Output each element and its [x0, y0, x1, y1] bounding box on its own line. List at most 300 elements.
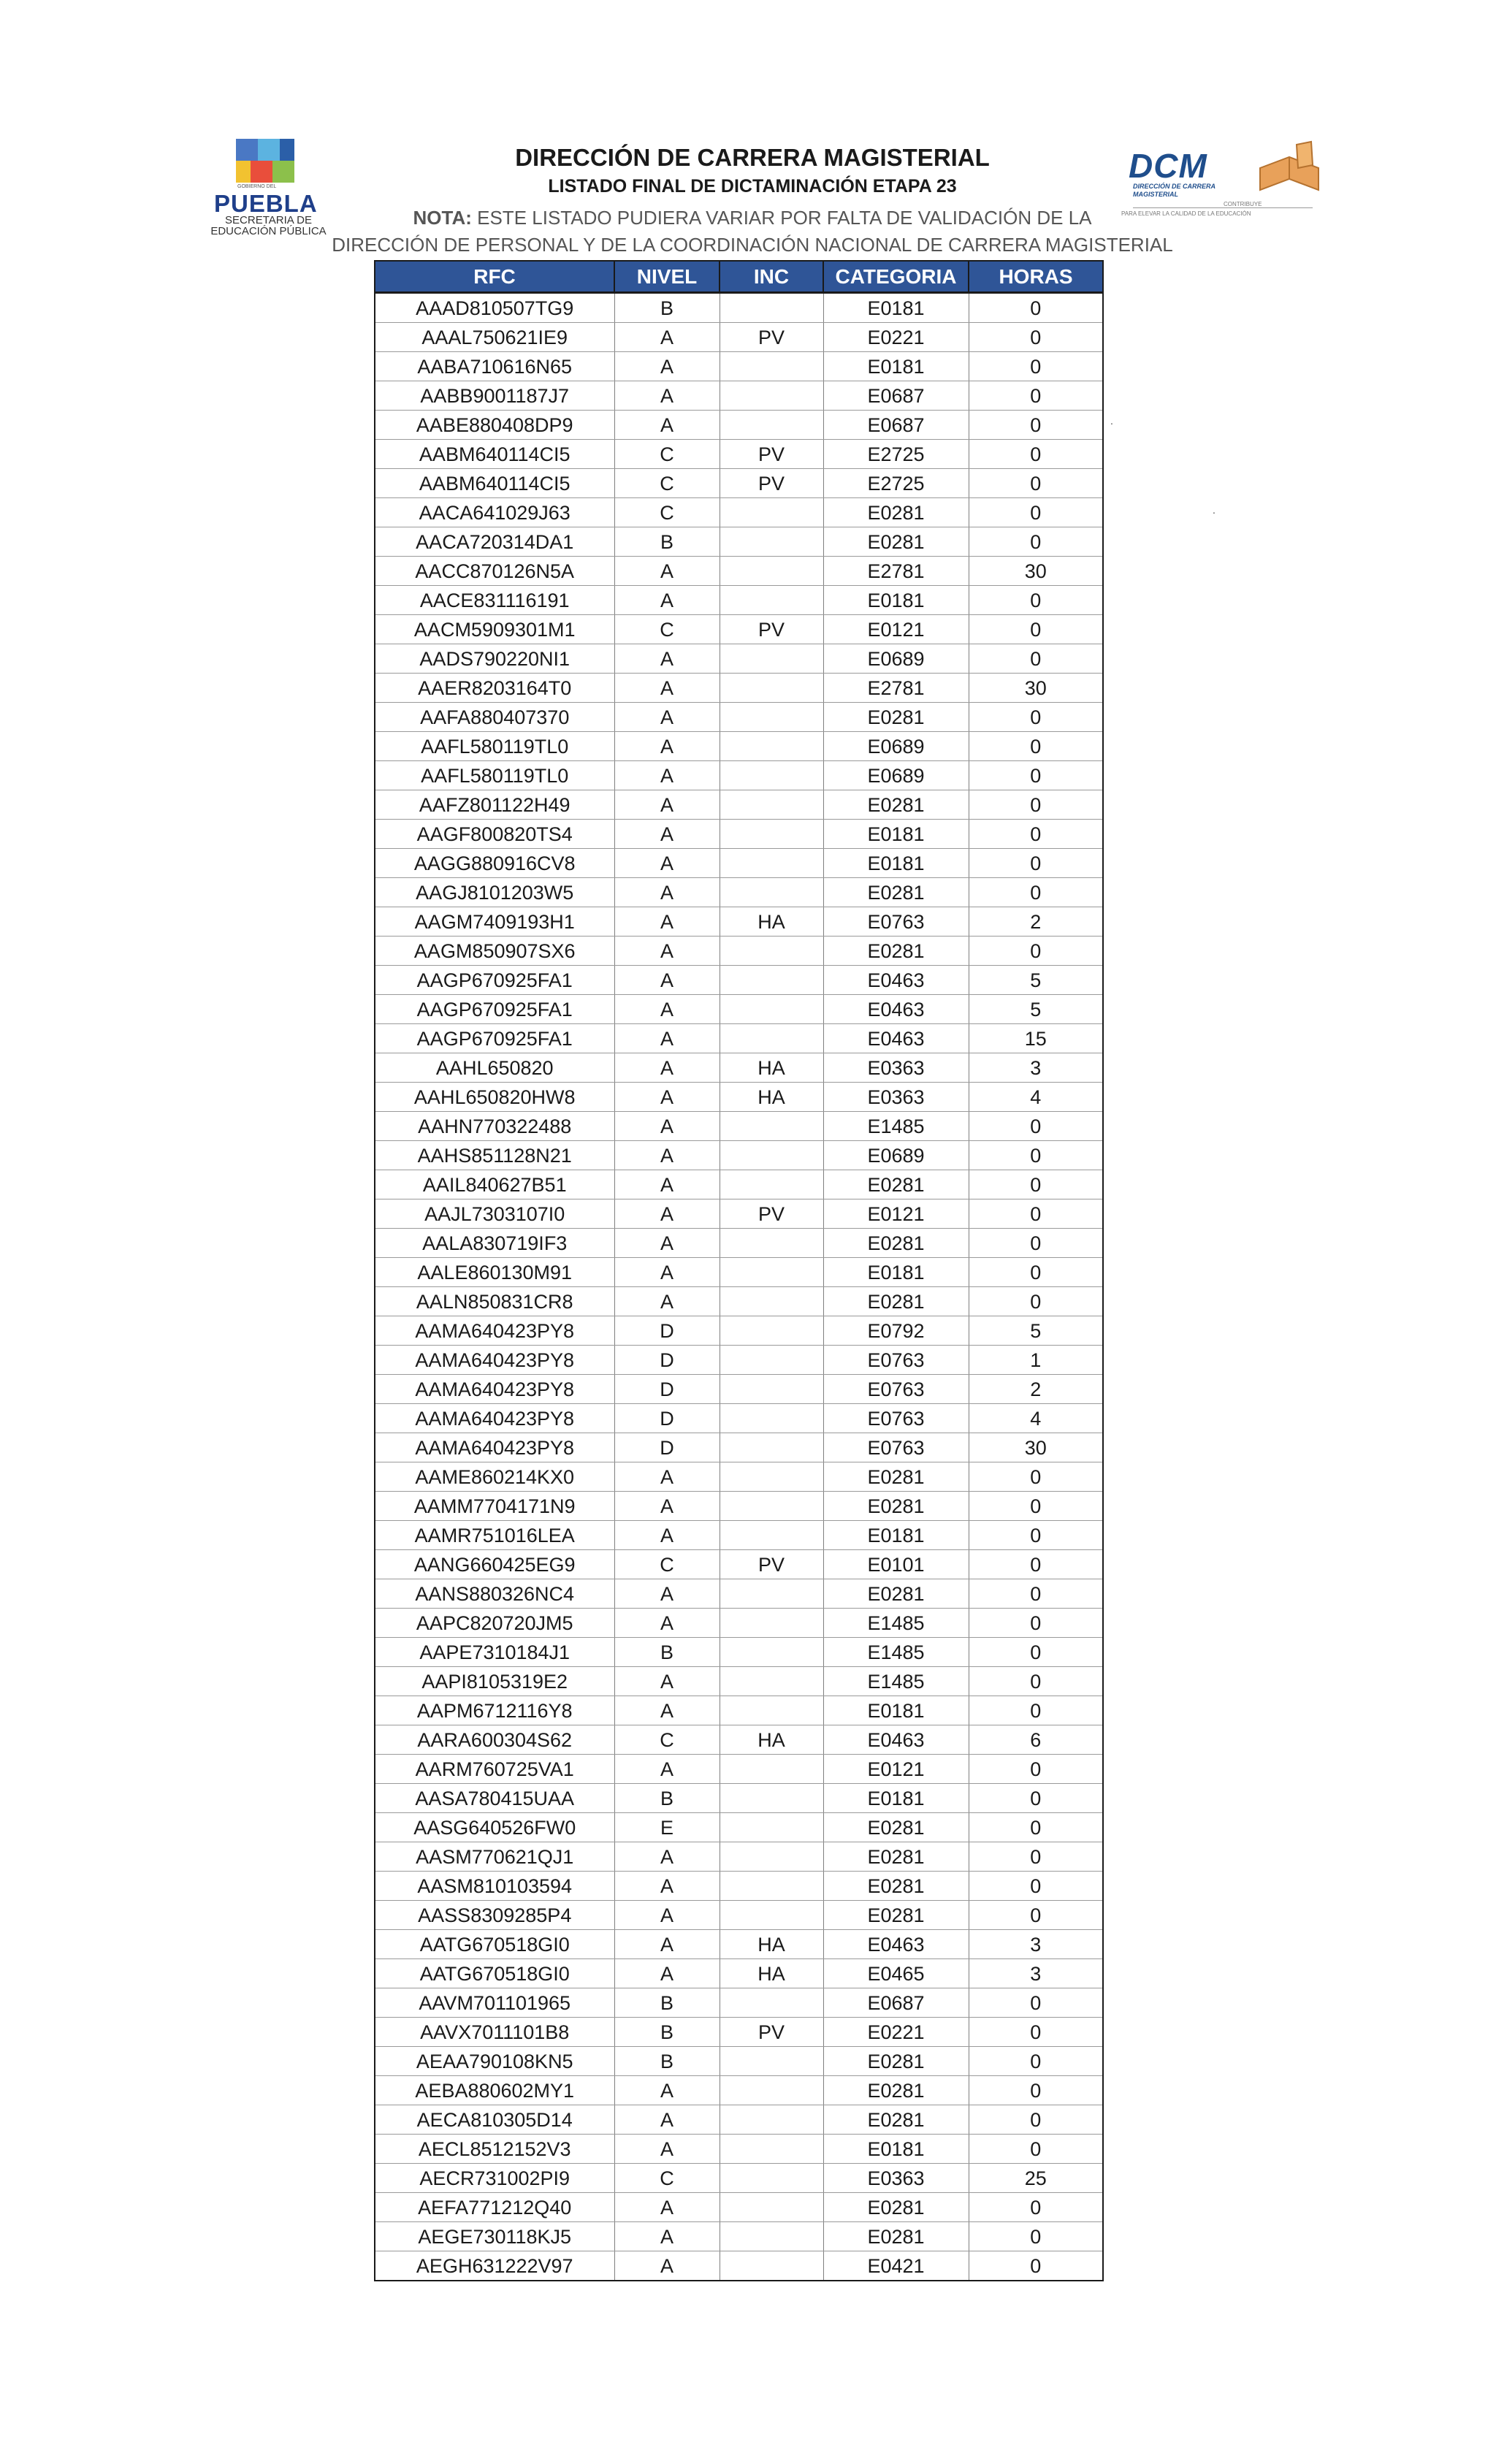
cell-inc: [720, 1813, 823, 1842]
cell-rfc: AACC870126N5A: [375, 557, 614, 586]
cell-rfc: AASM810103594: [375, 1872, 614, 1901]
logo-square-icon: [272, 161, 294, 183]
cell-inc: [720, 703, 823, 732]
cell-horas: 0: [969, 440, 1103, 469]
cell-rfc: AANG660425EG9: [375, 1550, 614, 1579]
cell-categoria: E0181: [823, 849, 969, 878]
table-row: [375, 2222, 1103, 2251]
cell-horas: 0: [969, 586, 1103, 615]
table-row: [375, 1784, 1103, 1813]
cell-horas: 0: [969, 1229, 1103, 1258]
puebla-sep-logo: [194, 139, 343, 245]
cell-categoria: E0363: [823, 1083, 969, 1112]
cell-nivel: B: [614, 1638, 720, 1667]
table-row: [375, 1725, 1103, 1755]
cell-rfc: AAMA640423PY8: [375, 1316, 614, 1346]
cell-rfc: AAGJ8101203W5: [375, 878, 614, 907]
cell-nivel: C: [614, 2164, 720, 2193]
cell-inc: [720, 2135, 823, 2164]
column-header-inc: INC: [720, 261, 823, 293]
cell-horas: 0: [969, 2135, 1103, 2164]
cell-rfc: AEAA790108KN5: [375, 2047, 614, 2076]
cell-inc: [720, 790, 823, 820]
cell-rfc: AATG670518GI0: [375, 1930, 614, 1959]
cell-categoria: E0281: [823, 1462, 969, 1492]
table-row: [375, 1112, 1103, 1141]
dcm-brand-text: DCM: [1129, 147, 1207, 185]
cell-inc: [720, 527, 823, 557]
cell-inc: PV: [720, 2018, 823, 2047]
cell-horas: 5: [969, 1316, 1103, 1346]
cell-nivel: A: [614, 1930, 720, 1959]
cell-nivel: A: [614, 1872, 720, 1901]
logo-square-icon: [280, 139, 294, 161]
table-row: [375, 2076, 1103, 2105]
cell-inc: HA: [720, 1930, 823, 1959]
cell-nivel: A: [614, 966, 720, 995]
cell-rfc: AECR731002PI9: [375, 2164, 614, 2193]
cell-nivel: E: [614, 1813, 720, 1842]
cell-horas: 0: [969, 761, 1103, 790]
cell-categoria: E0281: [823, 2105, 969, 2135]
cell-rfc: AALE860130M91: [375, 1258, 614, 1287]
cell-horas: 0: [969, 2251, 1103, 2281]
cell-rfc: AAGG880916CV8: [375, 849, 614, 878]
cell-rfc: AAGF800820TS4: [375, 820, 614, 849]
cell-inc: [720, 1141, 823, 1170]
cell-nivel: A: [614, 2076, 720, 2105]
cell-inc: [720, 381, 823, 411]
cell-rfc: AAMA640423PY8: [375, 1404, 614, 1433]
cell-nivel: A: [614, 1053, 720, 1083]
cell-inc: [720, 2076, 823, 2105]
cell-nivel: C: [614, 1550, 720, 1579]
cell-nivel: A: [614, 1141, 720, 1170]
cell-horas: 0: [969, 2018, 1103, 2047]
cell-nivel: A: [614, 761, 720, 790]
cell-rfc: AASG640526FW0: [375, 1813, 614, 1842]
cell-categoria: E0181: [823, 1258, 969, 1287]
cell-categoria: E0281: [823, 703, 969, 732]
cell-nivel: D: [614, 1404, 720, 1433]
cell-rfc: AACA641029J63: [375, 498, 614, 527]
table-row: [375, 615, 1103, 644]
cell-inc: [720, 1404, 823, 1433]
cell-categoria: E0463: [823, 966, 969, 995]
table-row: [375, 732, 1103, 761]
cell-horas: 0: [969, 878, 1103, 907]
column-header-nivel: NIVEL: [614, 261, 720, 293]
cell-categoria: E0363: [823, 1053, 969, 1083]
cell-nivel: A: [614, 849, 720, 878]
cell-nivel: A: [614, 703, 720, 732]
cell-categoria: E0181: [823, 1784, 969, 1813]
cell-nivel: A: [614, 1229, 720, 1258]
cell-rfc: AAIL840627B51: [375, 1170, 614, 1199]
cell-categoria: E0689: [823, 1141, 969, 1170]
cell-horas: 0: [969, 1901, 1103, 1930]
cell-inc: PV: [720, 469, 823, 498]
cell-inc: [720, 2047, 823, 2076]
table-row: [375, 2193, 1103, 2222]
cell-horas: 1: [969, 1346, 1103, 1375]
cell-rfc: AAJL7303107I0: [375, 1199, 614, 1229]
cell-horas: 0: [969, 498, 1103, 527]
cell-rfc: AAFL580119TL0: [375, 732, 614, 761]
table-row: [375, 937, 1103, 966]
cell-nivel: A: [614, 878, 720, 907]
cell-rfc: AABE880408DP9: [375, 411, 614, 440]
cell-nivel: A: [614, 352, 720, 381]
table-row: [375, 761, 1103, 790]
cell-nivel: A: [614, 907, 720, 937]
cell-categoria: E0792: [823, 1316, 969, 1346]
table-header-row: [375, 261, 1103, 293]
cell-nivel: A: [614, 1024, 720, 1053]
cell-inc: HA: [720, 1083, 823, 1112]
table-row: [375, 1316, 1103, 1346]
cell-nivel: A: [614, 1696, 720, 1725]
cell-nivel: A: [614, 1492, 720, 1521]
cell-inc: [720, 2164, 823, 2193]
logo-square-icon: [236, 161, 251, 183]
table-row: [375, 1988, 1103, 2018]
cell-horas: 0: [969, 644, 1103, 674]
cell-categoria: E0281: [823, 878, 969, 907]
cell-nivel: B: [614, 2018, 720, 2047]
table-row: [375, 1287, 1103, 1316]
cell-nivel: A: [614, 1170, 720, 1199]
cell-rfc: AAPI8105319E2: [375, 1667, 614, 1696]
cell-categoria: E0687: [823, 411, 969, 440]
cell-rfc: AECA810305D14: [375, 2105, 614, 2135]
cell-rfc: AAGM7409193H1: [375, 907, 614, 937]
cell-categoria: E0689: [823, 732, 969, 761]
cell-nivel: A: [614, 790, 720, 820]
cell-rfc: AABM640114CI5: [375, 440, 614, 469]
cell-rfc: AABB9001187J7: [375, 381, 614, 411]
cell-categoria: E0463: [823, 1725, 969, 1755]
cell-nivel: A: [614, 2222, 720, 2251]
cell-horas: 0: [969, 2105, 1103, 2135]
cell-nivel: B: [614, 1784, 720, 1813]
cell-categoria: E2781: [823, 674, 969, 703]
cell-horas: 30: [969, 557, 1103, 586]
cell-rfc: AAMA640423PY8: [375, 1375, 614, 1404]
table-row: [375, 1901, 1103, 1930]
cell-nivel: A: [614, 1755, 720, 1784]
cell-nivel: A: [614, 644, 720, 674]
cell-nivel: A: [614, 557, 720, 586]
cell-horas: 0: [969, 1988, 1103, 2018]
dcm-line-4: PARA ELEVAR LA CALIDAD DE LA EDUCACIÓN: [1121, 210, 1251, 217]
cell-categoria: E0121: [823, 1755, 969, 1784]
table-body: [375, 293, 1103, 2281]
table-row: [375, 586, 1103, 615]
cell-rfc: AAGP670925FA1: [375, 966, 614, 995]
cell-horas: 0: [969, 381, 1103, 411]
table-row: [375, 878, 1103, 907]
cell-horas: 0: [969, 2193, 1103, 2222]
cell-categoria: E0463: [823, 1024, 969, 1053]
cell-inc: [720, 2105, 823, 2135]
cell-categoria: E0281: [823, 1492, 969, 1521]
cell-horas: 0: [969, 703, 1103, 732]
cell-horas: 0: [969, 1696, 1103, 1725]
cell-horas: 3: [969, 1930, 1103, 1959]
cell-inc: [720, 1024, 823, 1053]
cell-rfc: AAFZ801122H49: [375, 790, 614, 820]
cell-nivel: A: [614, 674, 720, 703]
cell-horas: 0: [969, 1287, 1103, 1316]
table-row: [375, 1492, 1103, 1521]
cell-inc: [720, 1492, 823, 1521]
cell-horas: 0: [969, 937, 1103, 966]
cell-nivel: B: [614, 2047, 720, 2076]
cell-horas: 4: [969, 1083, 1103, 1112]
cell-horas: 0: [969, 1199, 1103, 1229]
table-row: [375, 995, 1103, 1024]
cell-horas: 0: [969, 323, 1103, 352]
cell-inc: [720, 1170, 823, 1199]
cell-categoria: E0181: [823, 2135, 969, 2164]
cell-horas: 0: [969, 527, 1103, 557]
cell-categoria: E1485: [823, 1667, 969, 1696]
cell-horas: 0: [969, 1609, 1103, 1638]
cell-categoria: E0763: [823, 1433, 969, 1462]
cell-nivel: A: [614, 937, 720, 966]
cell-categoria: E0181: [823, 586, 969, 615]
cell-inc: [720, 1579, 823, 1609]
cell-inc: [720, 1842, 823, 1872]
cell-inc: PV: [720, 440, 823, 469]
cell-inc: [720, 820, 823, 849]
cell-rfc: AEBA880602MY1: [375, 2076, 614, 2105]
logo-square-icon: [258, 139, 280, 161]
column-header-categoria: CATEGORIA: [823, 261, 969, 293]
cell-inc: HA: [720, 1959, 823, 1988]
cell-categoria: E1485: [823, 1609, 969, 1638]
cell-nivel: A: [614, 1609, 720, 1638]
cell-horas: 25: [969, 2164, 1103, 2193]
cell-nivel: A: [614, 411, 720, 440]
table-row: [375, 1521, 1103, 1550]
cell-rfc: AAME860214KX0: [375, 1462, 614, 1492]
table-row: [375, 1170, 1103, 1199]
cell-nivel: A: [614, 2105, 720, 2135]
logo-line-2: EDUCACIÓN PÚBLICA: [210, 225, 327, 237]
table-row: [375, 1550, 1103, 1579]
cell-rfc: AAPE7310184J1: [375, 1638, 614, 1667]
table-row: [375, 2164, 1103, 2193]
cell-categoria: E0281: [823, 937, 969, 966]
cell-rfc: AABM640114CI5: [375, 469, 614, 498]
cell-categoria: E0281: [823, 1287, 969, 1316]
table-row: [375, 381, 1103, 411]
cell-categoria: E0763: [823, 907, 969, 937]
table-row: [375, 2018, 1103, 2047]
table-row: [375, 1872, 1103, 1901]
table-row: [375, 1462, 1103, 1492]
cell-categoria: E0687: [823, 1988, 969, 2018]
cell-inc: HA: [720, 1725, 823, 1755]
cell-rfc: AAHL650820: [375, 1053, 614, 1083]
cell-rfc: AATG670518GI0: [375, 1959, 614, 1988]
table-row: [375, 527, 1103, 557]
table-row: [375, 1404, 1103, 1433]
cell-rfc: AAFA880407370: [375, 703, 614, 732]
cell-categoria: E0689: [823, 644, 969, 674]
table-row: [375, 644, 1103, 674]
cell-rfc: AEFA771212Q40: [375, 2193, 614, 2222]
dictamination-table: [374, 260, 1104, 2281]
cell-inc: [720, 1609, 823, 1638]
cell-inc: [720, 1988, 823, 2018]
cell-rfc: AAER8203164T0: [375, 674, 614, 703]
cell-inc: [720, 1901, 823, 1930]
cell-horas: 3: [969, 1959, 1103, 1988]
cell-categoria: E0463: [823, 995, 969, 1024]
cell-nivel: A: [614, 1287, 720, 1316]
cell-nivel: A: [614, 2251, 720, 2281]
cell-rfc: AAHN770322488: [375, 1112, 614, 1141]
cell-categoria: E0281: [823, 498, 969, 527]
cell-categoria: E0181: [823, 1696, 969, 1725]
cell-categoria: E0363: [823, 2164, 969, 2193]
cell-nivel: A: [614, 1112, 720, 1141]
cell-categoria: E0281: [823, 1813, 969, 1842]
cell-rfc: AEGH631222V97: [375, 2251, 614, 2281]
cell-nivel: A: [614, 1842, 720, 1872]
column-header-rfc: RFC: [375, 261, 614, 293]
cell-inc: [720, 1638, 823, 1667]
cell-inc: [720, 2222, 823, 2251]
cell-categoria: E1485: [823, 1638, 969, 1667]
cell-inc: [720, 995, 823, 1024]
cell-nivel: A: [614, 1579, 720, 1609]
cell-rfc: AASM770621QJ1: [375, 1842, 614, 1872]
cell-horas: 0: [969, 1579, 1103, 1609]
cell-horas: 4: [969, 1404, 1103, 1433]
cell-inc: [720, 1316, 823, 1346]
cell-categoria: E0221: [823, 2018, 969, 2047]
cell-inc: [720, 586, 823, 615]
cell-categoria: E0763: [823, 1346, 969, 1375]
cell-inc: [720, 1521, 823, 1550]
cell-horas: 5: [969, 966, 1103, 995]
cell-nivel: A: [614, 1258, 720, 1287]
cell-rfc: AAAD810507TG9: [375, 293, 614, 323]
table-row: [375, 1258, 1103, 1287]
cell-rfc: AAMA640423PY8: [375, 1433, 614, 1462]
cell-rfc: AALA830719IF3: [375, 1229, 614, 1258]
table-row: [375, 849, 1103, 878]
cell-nivel: A: [614, 1667, 720, 1696]
cell-horas: 30: [969, 674, 1103, 703]
cell-nivel: A: [614, 381, 720, 411]
cell-rfc: AANS880326NC4: [375, 1579, 614, 1609]
cell-horas: 0: [969, 1755, 1103, 1784]
cell-inc: [720, 557, 823, 586]
cell-rfc: AAHS851128N21: [375, 1141, 614, 1170]
cell-inc: PV: [720, 1550, 823, 1579]
table-row: [375, 1696, 1103, 1725]
cell-categoria: E2781: [823, 557, 969, 586]
cell-rfc: AABA710616N65: [375, 352, 614, 381]
cell-rfc: AACM5909301M1: [375, 615, 614, 644]
table-row: [375, 2105, 1103, 2135]
table-row: [375, 2135, 1103, 2164]
table-row: [375, 1053, 1103, 1083]
cell-horas: 0: [969, 1667, 1103, 1696]
stray-mark: .: [1213, 504, 1216, 516]
table-row: [375, 1842, 1103, 1872]
cell-categoria: E0281: [823, 2047, 969, 2076]
cell-inc: [720, 732, 823, 761]
table-row: [375, 703, 1103, 732]
cell-horas: 0: [969, 1813, 1103, 1842]
cell-nivel: A: [614, 732, 720, 761]
cell-horas: 0: [969, 1462, 1103, 1492]
cell-inc: [720, 1667, 823, 1696]
cell-nivel: A: [614, 2193, 720, 2222]
cell-categoria: E0465: [823, 1959, 969, 1988]
cell-horas: 0: [969, 293, 1103, 323]
cell-inc: [720, 352, 823, 381]
cell-categoria: E0689: [823, 761, 969, 790]
cell-categoria: E0181: [823, 1521, 969, 1550]
cell-rfc: AACA720314DA1: [375, 527, 614, 557]
cell-nivel: C: [614, 469, 720, 498]
cell-rfc: AEGE730118KJ5: [375, 2222, 614, 2251]
cell-categoria: E0281: [823, 2076, 969, 2105]
table-row: [375, 1579, 1103, 1609]
cell-rfc: AAPM6712116Y8: [375, 1696, 614, 1725]
note-line-1: [321, 207, 1183, 229]
cell-inc: [720, 644, 823, 674]
cell-categoria: E1485: [823, 1112, 969, 1141]
cell-rfc: AAGP670925FA1: [375, 1024, 614, 1053]
note-line-2: DIRECCIÓN DE PERSONAL Y DE LA COORDINACIÓN NACIONAL DE CARRERA MAGISTERIAL: [332, 234, 1173, 256]
cell-rfc: AAAL750621IE9: [375, 323, 614, 352]
table-row: [375, 1199, 1103, 1229]
cell-rfc: AAVX7011101B8: [375, 2018, 614, 2047]
cell-rfc: AAGM850907SX6: [375, 937, 614, 966]
table-row: [375, 557, 1103, 586]
cell-inc: HA: [720, 907, 823, 937]
cell-categoria: E0281: [823, 2193, 969, 2222]
logo-brand-text: PUEBLA: [214, 190, 318, 217]
cell-horas: 0: [969, 1872, 1103, 1901]
table-row: [375, 820, 1103, 849]
cell-horas: 0: [969, 732, 1103, 761]
cell-categoria: E0281: [823, 1229, 969, 1258]
cell-horas: 0: [969, 849, 1103, 878]
cell-rfc: AARA600304S62: [375, 1725, 614, 1755]
cell-nivel: A: [614, 1521, 720, 1550]
logo-square-icon: [251, 161, 272, 183]
cell-horas: 0: [969, 820, 1103, 849]
cell-inc: [720, 1433, 823, 1462]
cell-nivel: A: [614, 1083, 720, 1112]
page-subtitle: LISTADO FINAL DE DICTAMINACIÓN ETAPA 23: [548, 176, 957, 197]
cell-nivel: A: [614, 2135, 720, 2164]
cell-horas: 15: [969, 1024, 1103, 1053]
cell-nivel: A: [614, 1199, 720, 1229]
cell-horas: 0: [969, 1141, 1103, 1170]
cell-inc: [720, 761, 823, 790]
cell-rfc: AAFL580119TL0: [375, 761, 614, 790]
